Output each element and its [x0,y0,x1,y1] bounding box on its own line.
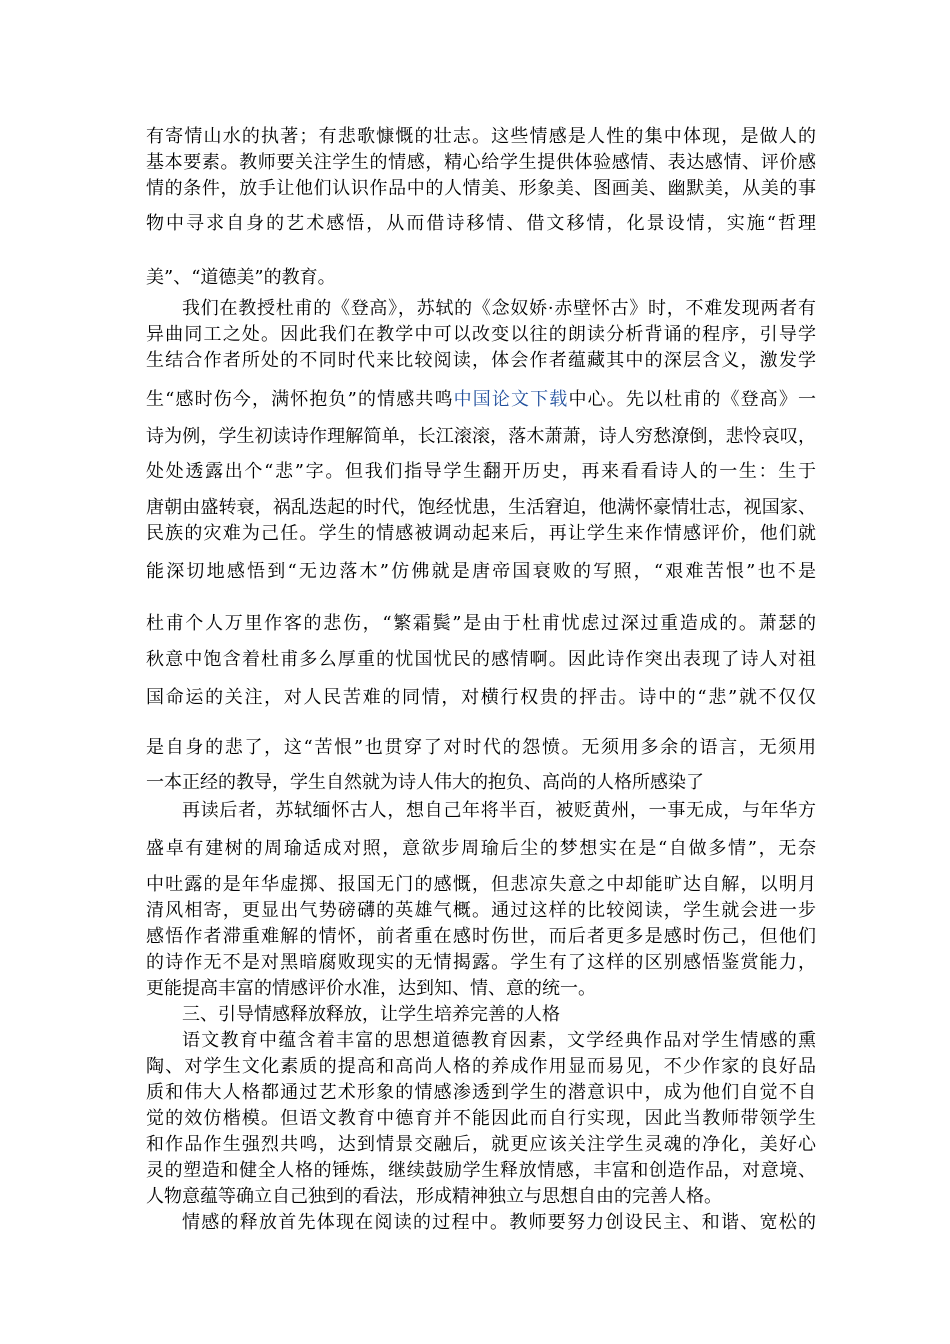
text-line-24: 的诗作无不是对黑暗腐败现实的无情揭露。学生有了这样的区别感悟鉴赏能力， [146,952,816,973]
section-heading: 三、引导情感释放释放，让学生培养完善的人格 [182,1004,560,1025]
text-line-10: 处处透露出个“悲”字。但我们指导学生翻开历史，再来看看诗人的一生：生于 [146,461,816,482]
text-line-16: 国命运的关注，对人民苦难的同情，对横行权贵的抨击。诗中的“悲”就不仅仅 [146,687,816,708]
text-line-link-line [146,388,816,412]
link-line-before: 生“感时伤今，满怀抱负”的情感共鸣 [146,389,454,410]
text-line-5: 美”、“道德美”的教育。 [146,267,336,288]
text-line-11: 唐朝由盛转衰，祸乱迭起的时代，饱经忧患，生活窘迫，他满怀豪情壮志，视国家、 [146,497,816,518]
text-line-6: 我们在教授杜甫的《登高》，苏轼的《念奴娇·赤壁怀古》时，不难发现两者有 [182,298,816,319]
text-line-20: 盛卓有建树的周瑜适成对照，意欲步周瑜后尘的梦想实在是“自做多情”，无奈 [146,838,816,859]
text-line-29: 质和伟大人格都通过艺术形象的情感渗透到学生的潜意识中，成为他们自觉不自 [146,1082,816,1103]
text-line-2: 基本要素。教师要关注学生的情感，精心给学生提供体验感情、表达感情、评价感 [146,152,816,173]
text-line-23: 感悟作者滞重难解的情怀，前者重在感时伤世，而后者更多是感时伤己，但他们 [146,926,816,947]
link-line-after: 中心。先以杜甫的《登高》一 [568,389,816,410]
text-line-28: 陶、对学生文化素质的提高和高尚人格的养成作用显而易见，不少作家的良好品 [146,1056,816,1077]
text-line-27: 语文教育中蕴含着丰富的思想道德教育因素，文学经典作品对学生情感的熏 [182,1030,816,1051]
text-line-15: 秋意中饱含着杜甫多么厚重的忧国忧民的感情啊。因此诗作突出表现了诗人对祖 [146,649,816,670]
download-center-link[interactable]: 中国论文下载 [453,389,569,410]
text-line-12: 民族的灾难为己任。学生的情感被调动起来后，再让学生来作情感评价，他们就 [146,523,816,544]
text-line-21: 中吐露的是年华虚掷、报国无门的感慨，但悲凉失意之中却能旷达自解，以明月 [146,874,816,895]
text-line-13: 能深切地感悟到“无边落木”仿佛就是唐帝国衰败的写照，“艰难苦恨”也不是 [146,561,816,582]
text-line-32: 灵的塑造和健全人格的锤炼，继续鼓励学生释放情感，丰富和创造作品，对意境、 [146,1160,816,1181]
text-line-34: 情感的释放首先体现在阅读的过程中。教师要努力创设民主、和谐、宽松的 [182,1212,816,1233]
text-line-30: 觉的效仿楷模。但语文教育中德育并不能因此而自行实现，因此当教师带领学生 [146,1108,816,1129]
text-line-1: 有寄情山水的执著；有悲歌慷慨的壮志。这些情感是人性的集中体现，是做人的 [146,126,816,147]
text-line-33: 人物意蕴等确立自己独到的看法，形成精神独立与思想自由的完善人格。 [146,1186,722,1207]
text-line-14: 杜甫个人万里作客的悲伤，“繁霜鬓”是由于杜甫忧虑过深过重造成的。萧瑟的 [146,613,816,634]
text-line-9: 诗为例，学生初读诗作理解简单，长江滚滚，落木萧萧，诗人穷愁潦倒，悲怜哀叹， [146,426,816,447]
text-line-18: 一本正经的教导，学生自然就为诗人伟大的抱负、高尚的人格所感染了 [146,772,704,793]
text-line-4: 物中寻求自身的艺术感悟，从而借诗移情、借文移情，化景设情，实施“哲理 [146,213,816,234]
text-line-7: 异曲同工之处。因此我们在教学中可以改变以往的朗读分析背诵的程序，引导学 [146,324,816,345]
text-line-17: 是自身的悲了，这“苦恨”也贯穿了对时代的怨愤。无须用多余的语言，无须用 [146,737,816,758]
text-line-31: 和作品作生强烈共鸣，达到情景交融后，就更应该关注学生灵魂的净化，美好心 [146,1134,816,1155]
text-line-3: 情的条件，放手让他们认识作品中的人情美、形象美、图画美、幽默美，从美的事 [146,178,816,199]
text-line-22: 清风相寄，更显出气势磅礴的英雄气概。通过这样的比较阅读，学生就会进一步 [146,900,816,921]
text-line-19: 再读后者，苏轼缅怀古人，想自己年将半百，被贬黄州，一事无成，与年华方 [182,800,816,821]
text-line-8: 生结合作者所处的不同时代来比较阅读，体会作者蕴藏其中的深层含义，激发学 [146,350,816,371]
text-line-25: 更能提高丰富的情感评价水准，达到知、情、意的统一。 [146,978,596,999]
